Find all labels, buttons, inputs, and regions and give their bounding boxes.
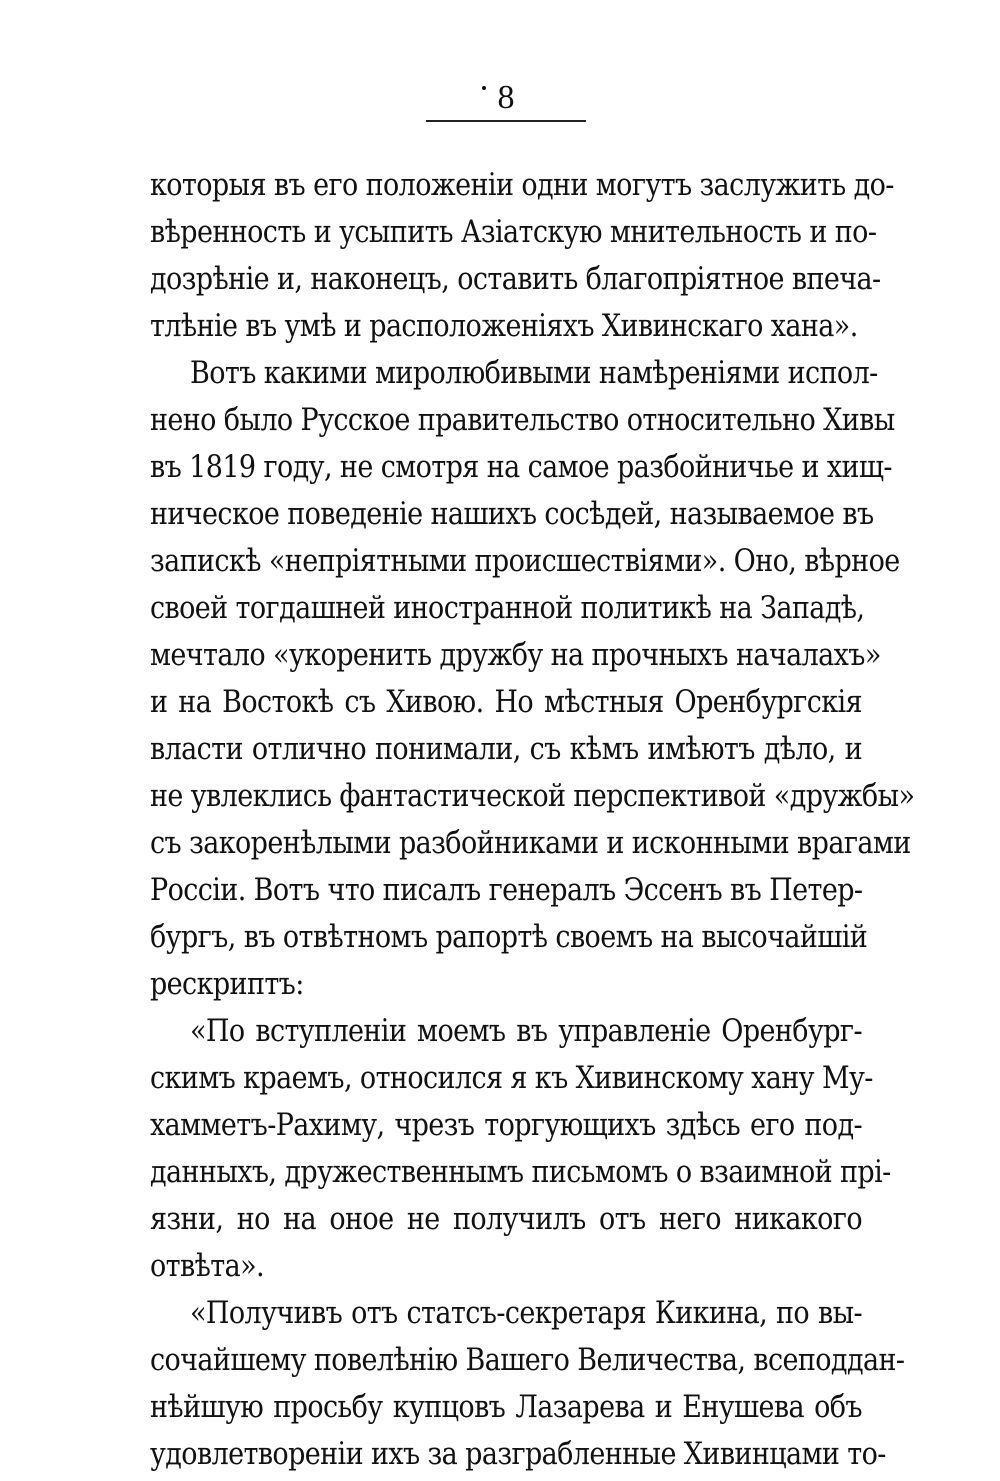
page-header bbox=[426, 80, 586, 126]
text-line: нѣйшую просьбу купцовъ Лазарева и Енушева объ bbox=[150, 1389, 862, 1426]
page-number: 8 bbox=[497, 79, 515, 116]
text-line: своей тогдашней иностранной политикѣ на Западѣ, bbox=[150, 590, 865, 627]
text-line: дозрѣніе и, наконецъ, оставить благопріятное впеча- bbox=[150, 261, 881, 298]
text-line: скимъ краемъ, относился я къ Хивинскому хану Му- bbox=[150, 1060, 873, 1097]
text-line: удовлетвореніи ихъ за разграбленные Хивинцами то- bbox=[150, 1436, 886, 1473]
header-rule bbox=[426, 120, 586, 122]
text-line: мечтало «укоренить дружбу на прочныхъ началахъ» bbox=[150, 637, 881, 674]
text-line: Россіи. Вотъ что писалъ генералъ Эссенъ въ Петер- bbox=[150, 872, 863, 909]
text-line: отвѣта». bbox=[150, 1248, 265, 1285]
text-line: бургъ, въ отвѣтномъ рапортѣ своемъ на высочайшій bbox=[150, 919, 868, 956]
text-line: которыя въ его положеніи одни могутъ заслужить до- bbox=[150, 167, 894, 204]
paragraph-first-line: «Получивъ отъ статсъ-секретаря Кикина, по вы- bbox=[190, 1295, 862, 1332]
text-line: ническое поведеніе нашихъ сосѣдей, называемое въ bbox=[150, 496, 874, 533]
text-line: нено было Русское правительство относительно Хивы bbox=[150, 402, 895, 439]
text-line: хамметъ-Рахиму, чрезъ торгующихъ здѣсь его под- bbox=[150, 1107, 862, 1144]
text-line: тлѣніе въ умѣ и расположеніяхъ Хивинскаго хана». bbox=[150, 308, 858, 345]
text-line: вѣренность и усыпить Азіатскую мнительность и по- bbox=[150, 214, 877, 251]
text-line: и на Востокѣ съ Хивою. Но мѣстныя Оренбургскія bbox=[150, 684, 862, 721]
paragraph-first-line: «По вступленіи моемъ въ управленіе Оренбург- bbox=[190, 1013, 862, 1050]
text-line: рескриптъ: bbox=[150, 966, 304, 1003]
paragraph-first-line: Вотъ какими миролюбивыми намѣреніями испол- bbox=[190, 355, 878, 392]
text-line: запискѣ «непріятными происшествіями». Оно, вѣрное bbox=[150, 543, 900, 580]
text-line: съ закоренѣлыми разбойниками и исконными врагами bbox=[150, 825, 911, 862]
text-line: сочайшему повелѣнію Вашего Величества, всеподдан- bbox=[150, 1342, 905, 1379]
body-text bbox=[150, 162, 915, 1478]
text-line: въ 1819 году, не смотря на самое разбойничье и хищ- bbox=[150, 449, 892, 486]
text-line: власти отлично понимали, съ кѣмъ имѣютъ дѣло, и bbox=[150, 731, 862, 768]
text-line: язни, но на оное не получилъ отъ него никакого bbox=[150, 1201, 862, 1238]
text-line: не увлеклись фантастической перспективой «дружбы» bbox=[150, 778, 915, 815]
text-line: данныхъ, дружественнымъ письмомъ о взаимной прі- bbox=[150, 1154, 891, 1191]
